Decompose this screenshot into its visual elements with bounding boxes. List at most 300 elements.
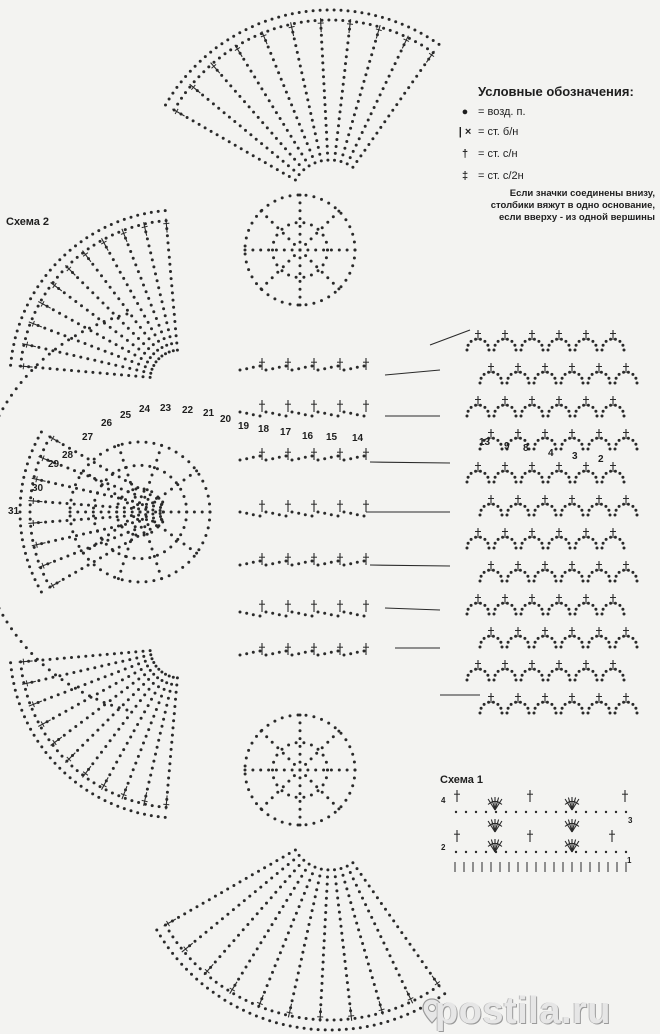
chain-dot — [103, 701, 106, 704]
chain-dot — [154, 753, 157, 756]
row-number: 26 — [101, 418, 113, 429]
chain-dot — [260, 807, 263, 810]
chain-dot — [271, 769, 274, 772]
chain-dot — [92, 313, 95, 316]
chain-dot — [573, 503, 576, 506]
chain-dot — [132, 515, 135, 518]
chain-dot — [300, 899, 303, 902]
chain-dot — [317, 789, 320, 792]
chain-dot — [255, 215, 258, 218]
chain-dot — [432, 39, 435, 42]
chain-dot — [282, 752, 285, 755]
chain-dot — [582, 712, 585, 715]
schema2-label: Схема 2 — [6, 216, 50, 228]
chain-dot — [243, 899, 246, 902]
chain-dot — [537, 571, 540, 574]
chain-dot — [265, 902, 268, 905]
chain-dot — [18, 323, 21, 326]
chain-dot — [395, 103, 398, 106]
chain-dot — [615, 811, 617, 813]
chain-dot — [223, 111, 226, 114]
chain-dot — [70, 765, 73, 768]
chain-dot — [177, 511, 180, 514]
chain-dot — [160, 519, 163, 522]
chain-dot — [109, 699, 112, 702]
stitch-stem — [235, 45, 242, 57]
stitch-bar — [26, 342, 27, 348]
chain-dot — [56, 368, 59, 371]
chain-dot — [483, 703, 486, 706]
chain-dot — [285, 415, 288, 418]
chain-dot — [344, 967, 347, 970]
chain-dot — [277, 71, 280, 74]
chain-dot — [287, 224, 290, 227]
stitch-stem — [321, 18, 322, 32]
chain-dot — [304, 366, 307, 369]
chain-dot — [123, 807, 126, 810]
chain-dot — [117, 231, 120, 234]
chain-dot — [133, 296, 136, 299]
chain-dot — [382, 87, 385, 90]
chain-dot — [257, 116, 260, 119]
chain-dot — [337, 560, 340, 563]
chain-dot — [400, 1015, 403, 1018]
chain-dot — [170, 342, 173, 345]
chain-dot — [141, 464, 144, 467]
chain-dot — [99, 654, 102, 657]
chain-dot — [293, 887, 296, 890]
chain-dot — [299, 256, 302, 259]
chain-dot — [295, 116, 298, 119]
chain-dot — [564, 373, 567, 376]
chain-dot — [281, 196, 284, 199]
chain-dot — [37, 720, 40, 723]
chain-dot — [348, 1002, 351, 1005]
chain-dot — [183, 495, 186, 498]
chain-dot — [93, 666, 96, 669]
chain-dot — [80, 454, 83, 457]
chain-dot — [475, 811, 477, 813]
chain-dot — [591, 373, 594, 376]
chain-dot — [152, 715, 155, 718]
chain-dot — [271, 612, 274, 615]
chain-dot — [99, 453, 102, 456]
chain-dot — [164, 314, 167, 317]
chain-dot — [156, 467, 159, 470]
chain-dot — [19, 524, 22, 527]
chain-dot — [618, 571, 621, 574]
chain-dot — [120, 534, 123, 537]
chain-dot — [588, 377, 591, 380]
chain-dot — [267, 46, 270, 49]
chain-dot — [438, 43, 441, 46]
chain-dot — [474, 404, 477, 407]
chain-dot — [199, 935, 202, 938]
chain-dot — [57, 693, 60, 696]
chain-dot — [541, 569, 544, 572]
chain-dot — [352, 150, 355, 153]
chain-dot — [176, 957, 179, 960]
chain-dot — [287, 863, 290, 866]
chain-dot — [146, 665, 149, 668]
chain-dot — [164, 104, 167, 107]
chain-dot — [304, 254, 307, 257]
chain-dot — [600, 569, 603, 572]
chain-dot — [426, 35, 429, 38]
chain-dot — [272, 776, 275, 779]
chain-dot — [271, 18, 274, 21]
chain-dot — [87, 778, 90, 781]
chain-dot — [179, 488, 182, 491]
chain-dot — [301, 951, 304, 954]
chain-dot — [351, 908, 354, 911]
chain-dot — [121, 365, 124, 368]
chain-dot — [282, 123, 285, 126]
chain-dot — [373, 1024, 376, 1027]
chain-dot — [172, 349, 175, 352]
chain-dot — [345, 1028, 348, 1031]
chain-dot — [76, 769, 79, 772]
chain-dot — [16, 330, 19, 333]
chain-dot — [541, 701, 544, 704]
chain-dot — [143, 332, 146, 335]
chain-dot — [299, 800, 302, 803]
chain-dot — [315, 232, 318, 235]
chain-dot — [40, 431, 43, 434]
chain-dot — [284, 147, 287, 150]
chain-dot — [455, 811, 457, 813]
chain-dot — [74, 687, 77, 690]
chain-dot — [546, 437, 549, 440]
chain-dot — [158, 805, 161, 808]
chain-dot — [622, 635, 625, 638]
chain-dot — [96, 491, 99, 494]
chain-dot — [107, 663, 110, 666]
chain-dot — [429, 972, 432, 975]
chain-dot — [132, 257, 135, 260]
chain-dot — [467, 608, 470, 611]
chain-dot — [299, 737, 302, 740]
chain-dot — [363, 515, 366, 518]
chain-dot — [555, 668, 558, 671]
chain-dot — [251, 918, 254, 921]
chain-dot — [49, 658, 52, 661]
chain-dot — [71, 491, 74, 494]
chain-dot — [69, 296, 72, 299]
chain-dot — [388, 18, 391, 21]
chain-dot — [510, 373, 513, 376]
chain-dot — [238, 31, 241, 34]
chain-dot — [267, 293, 270, 296]
chain-dot — [99, 785, 102, 788]
chain-dot — [92, 712, 95, 715]
chain-dot — [499, 641, 502, 644]
chain-dot — [574, 547, 577, 550]
chain-dot — [263, 935, 266, 938]
chain-dot — [548, 542, 551, 545]
chain-dot — [330, 561, 333, 564]
chain-dot — [195, 469, 198, 472]
chain-dot — [595, 437, 598, 440]
chain-dot — [193, 466, 196, 469]
chain-dot — [285, 365, 288, 368]
chain-dot — [567, 476, 570, 479]
chain-dot — [245, 237, 248, 240]
chain-dot — [519, 371, 522, 374]
chain-dot — [245, 612, 248, 615]
chain-dot — [70, 522, 73, 525]
chain-dot — [260, 210, 263, 213]
chain-dot — [151, 368, 154, 371]
chain-dot — [575, 542, 578, 545]
chain-dot — [413, 1010, 416, 1013]
chain-dot — [151, 513, 154, 516]
chain-dot — [299, 209, 302, 212]
chain-dot — [165, 344, 168, 347]
chain-dot — [634, 377, 637, 380]
chain-dot — [379, 126, 382, 129]
chain-dot — [149, 649, 152, 652]
chain-dot — [355, 107, 358, 110]
chain-dot — [467, 344, 470, 347]
chain-dot — [152, 505, 155, 508]
chain-dot — [152, 760, 155, 763]
chain-dot — [561, 641, 564, 644]
stitch-stem — [39, 562, 52, 567]
chain-dot — [133, 729, 136, 732]
chain-dot — [547, 349, 550, 352]
chain-dot — [95, 323, 98, 326]
chain-dot — [506, 602, 509, 605]
chain-dot — [321, 226, 324, 229]
chain-dot — [337, 210, 340, 213]
chain-dot — [547, 547, 550, 550]
chain-dot — [615, 509, 618, 512]
chain-dot — [354, 1017, 357, 1020]
chain-dot — [169, 270, 172, 273]
chain-dot — [117, 519, 120, 522]
chain-dot — [486, 410, 489, 413]
chain-dot — [609, 602, 612, 605]
chain-dot — [247, 268, 250, 271]
chain-dot — [160, 671, 163, 674]
chain-dot — [346, 249, 349, 252]
chain-dot — [291, 369, 294, 372]
chain-dot — [74, 300, 77, 303]
chain-dot — [337, 650, 340, 653]
chain-dot — [334, 726, 337, 729]
chain-dot — [24, 688, 27, 691]
legend-item-sc — [456, 126, 518, 138]
chain-dot — [528, 580, 531, 583]
chain-dot — [281, 821, 284, 824]
chain-dot — [537, 472, 540, 475]
chain-dot — [615, 575, 618, 578]
chain-dot — [311, 365, 314, 368]
chain-dot — [266, 30, 269, 33]
chain-dot — [497, 670, 500, 673]
chain-dot — [521, 476, 524, 479]
chain-dot — [53, 560, 56, 563]
chain-dot — [291, 511, 294, 514]
chain-dot — [636, 382, 639, 385]
chain-dot — [122, 459, 125, 462]
chain-dot — [252, 413, 255, 416]
chain-dot — [78, 476, 81, 479]
chain-dot — [618, 373, 621, 376]
chain-dot — [634, 509, 637, 512]
chain-dot — [37, 560, 40, 563]
chain-dot — [151, 657, 154, 660]
chain-dot — [330, 366, 333, 369]
chain-dot — [621, 344, 624, 347]
chain-dot — [40, 299, 43, 302]
chain-dot — [338, 1028, 341, 1031]
chain-dot — [196, 905, 199, 908]
chain-dot — [257, 870, 260, 873]
chain-dot — [300, 153, 303, 156]
chain-dot — [605, 851, 607, 853]
chain-dot — [165, 321, 168, 324]
chain-dot — [555, 646, 558, 649]
chain-dot — [174, 698, 177, 701]
chain-dot — [311, 909, 314, 912]
chain-dot — [14, 689, 17, 692]
chain-dot — [120, 373, 123, 376]
chain-dot — [232, 884, 235, 887]
chain-dot — [113, 652, 116, 655]
chain-dot — [344, 738, 347, 741]
row-number: 20 — [220, 414, 232, 425]
chain-dot — [210, 130, 213, 133]
chain-dot — [324, 911, 327, 914]
chain-dot — [582, 514, 585, 517]
chain-dot — [84, 370, 87, 373]
chain-dot — [348, 272, 351, 275]
chain-dot — [623, 679, 626, 682]
chain-dot — [356, 561, 359, 564]
chain-dot — [145, 580, 148, 583]
chain-dot — [315, 785, 318, 788]
chain-dot — [148, 688, 151, 691]
chain-dot — [380, 902, 383, 905]
chain-dot — [605, 670, 608, 673]
chain-dot — [467, 410, 470, 413]
chain-dot — [535, 851, 537, 853]
chain-dot — [555, 851, 557, 853]
chain-dot — [65, 352, 68, 355]
chain-dot — [301, 129, 304, 132]
chain-dot — [521, 674, 524, 677]
chain-dot — [152, 442, 155, 445]
chain-dot — [109, 326, 112, 329]
chain-dot — [188, 86, 191, 89]
chain-dot — [271, 512, 274, 515]
chain-dot — [282, 160, 285, 163]
chain-dot — [585, 811, 587, 813]
chain-dot — [573, 569, 576, 572]
chain-dot — [245, 261, 248, 264]
chain-dot — [134, 375, 137, 378]
chain-dot — [467, 542, 470, 545]
chain-dot — [485, 811, 487, 813]
chain-dot — [99, 465, 102, 468]
chain-dot — [321, 271, 324, 274]
chain-dot — [140, 277, 143, 280]
chain-dot — [310, 237, 313, 240]
chain-dot — [622, 437, 625, 440]
chain-dot — [293, 254, 296, 257]
connector-line — [430, 330, 470, 345]
chain-dot — [596, 415, 599, 418]
chain-dot — [506, 712, 509, 715]
chain-dot — [79, 356, 82, 359]
chain-dot — [375, 990, 378, 993]
chain-dot — [487, 635, 490, 638]
chain-dot — [609, 382, 612, 385]
chain-dot — [634, 707, 637, 710]
chain-dot — [274, 964, 277, 967]
chain-dot — [202, 902, 205, 905]
chain-dot — [26, 722, 29, 725]
chain-dot — [100, 480, 103, 483]
chain-dot — [575, 344, 578, 347]
chain-dot — [183, 912, 186, 915]
chain-dot — [339, 104, 342, 107]
chain-dot — [64, 710, 67, 713]
chain-dot — [279, 117, 282, 120]
chain-dot — [317, 411, 320, 414]
chain-dot — [320, 819, 323, 822]
chain-dot — [144, 660, 147, 663]
chain-dot — [618, 604, 621, 607]
chain-dot — [278, 366, 281, 369]
chain-dot — [339, 110, 342, 113]
chain-dot — [551, 340, 554, 343]
chain-dot — [588, 641, 591, 644]
chain-dot — [26, 462, 29, 465]
chain-dot — [257, 82, 260, 85]
chain-dot — [31, 317, 34, 320]
chain-dot — [299, 824, 302, 827]
chain-dot — [91, 291, 94, 294]
chain-dot — [129, 290, 132, 293]
chain-dot — [343, 511, 346, 514]
chain-dot — [87, 504, 90, 507]
chain-dot — [56, 657, 59, 660]
chain-dot — [540, 674, 543, 677]
chain-dot — [279, 886, 282, 889]
chain-dot — [303, 136, 306, 139]
chain-dot — [251, 742, 254, 745]
chain-dot — [47, 738, 50, 741]
chain-dot — [277, 1011, 280, 1014]
chain-dot — [201, 511, 204, 514]
row-number: 24 — [139, 404, 151, 415]
chain-dot — [359, 935, 362, 938]
chain-dot — [320, 868, 323, 871]
chain-dot — [506, 404, 509, 407]
chain-dot — [265, 564, 268, 567]
x-icon: | × — [458, 126, 472, 138]
chain-dot — [145, 515, 148, 518]
chain-dot — [546, 569, 549, 572]
chain-dot — [295, 221, 298, 224]
chain-dot — [139, 326, 142, 329]
chain-dot — [575, 851, 577, 853]
chain-dot — [137, 363, 140, 366]
chain-dot — [130, 665, 133, 668]
